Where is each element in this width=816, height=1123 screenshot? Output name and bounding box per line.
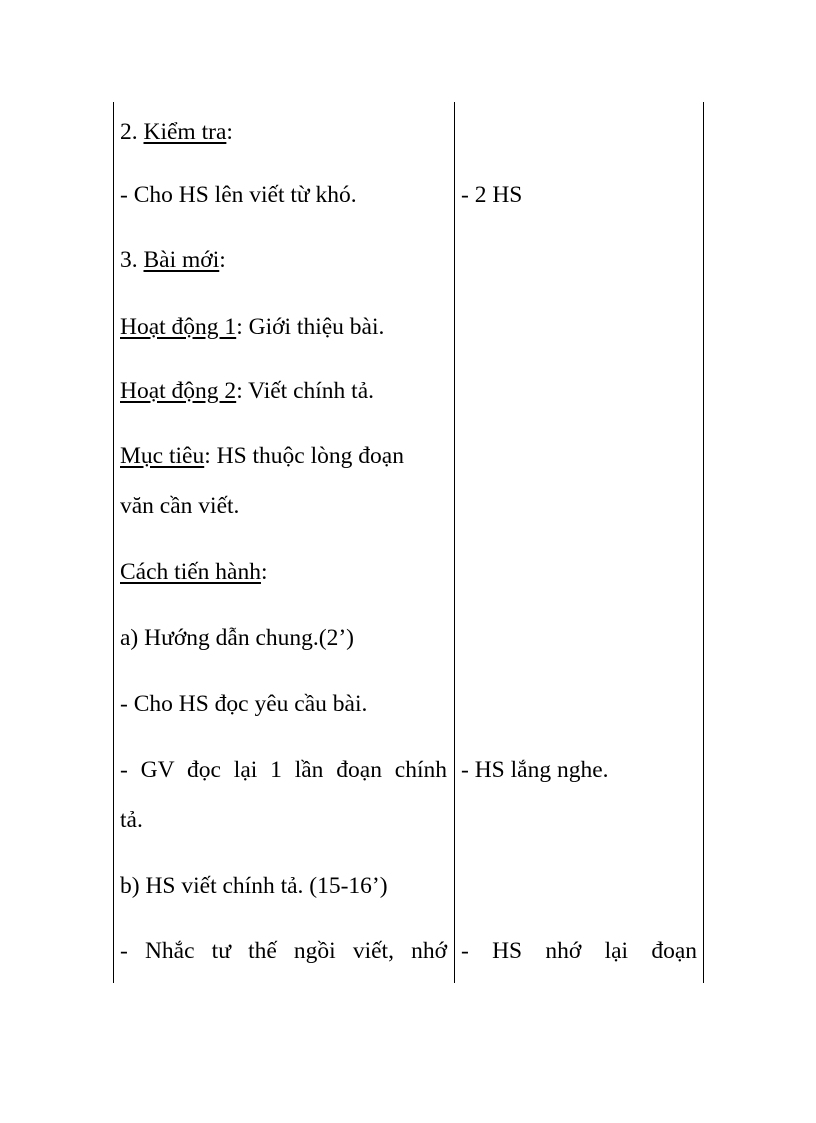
- text-line: - Cho HS đọc yêu cầu bài.: [120, 691, 368, 717]
- activity-heading-underlined: Hoạt động 1: [120, 314, 237, 340]
- response-line: - HS lắng nghe.: [461, 757, 609, 783]
- procedure-heading-line: Cách tiến hành:: [120, 559, 268, 585]
- response-line: - 2 HS: [461, 182, 523, 208]
- text-line: a) Hướng dẫn chung.(2’): [120, 625, 354, 651]
- section-heading-underlined: Kiểm tra: [143, 119, 227, 145]
- activity-heading-underlined: Hoạt động 2: [120, 378, 237, 404]
- section-heading-underlined: Bài mới: [143, 247, 220, 273]
- section-check-heading: 2. Kiểm tra:: [120, 119, 233, 145]
- text-line: - Nhắc tư thế ngồi viết, nhớ: [120, 938, 447, 964]
- response-line: - HS nhớ lại đoạn: [461, 938, 697, 964]
- procedure-heading-underlined: Cách tiến hành: [120, 559, 261, 585]
- section-new-lesson-heading: 3. Bài mới:: [120, 247, 226, 273]
- table-border-middle: [454, 102, 455, 983]
- activity-2-line: Hoạt động 2: Viết chính tả.: [120, 378, 375, 404]
- text-line: văn cần viết.: [120, 493, 240, 519]
- objective-line: Mục tiêu: HS thuộc lòng đoạn: [120, 443, 404, 469]
- text-line: - Cho HS lên viết từ khó.: [120, 182, 357, 208]
- text-line: b) HS viết chính tả. (15-16’): [120, 873, 388, 899]
- text-line: - GV đọc lại 1 lần đoạn chính: [120, 757, 447, 783]
- table-border-left: [113, 102, 114, 983]
- table-border-right: [703, 102, 704, 983]
- activity-1-line: Hoạt động 1: Giới thiệu bài.: [120, 314, 385, 340]
- text-line: tả.: [120, 807, 143, 833]
- objective-heading-underlined: Mục tiêu: [120, 443, 205, 469]
